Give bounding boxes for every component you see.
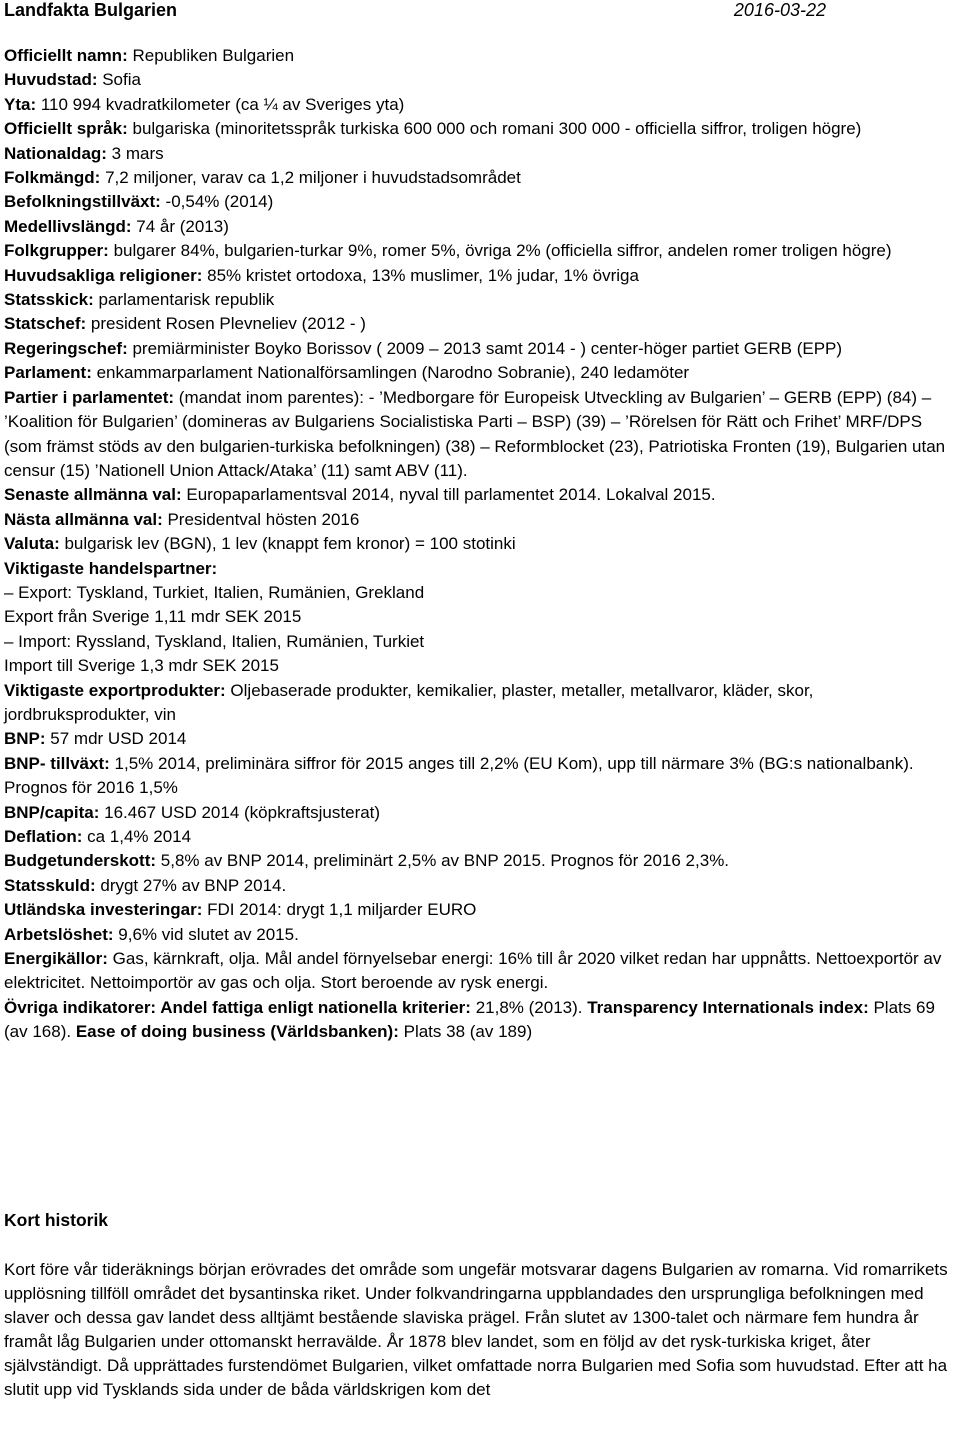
fact-unemployment [4, 923, 959, 947]
fact-value: ca 1,4% 2014 [82, 827, 192, 846]
fact-area [4, 93, 959, 117]
fact-label: Huvudstad: [4, 70, 98, 90]
fact-label: Deflation: [4, 827, 83, 846]
fact-head-of-state [4, 312, 959, 336]
fact-value: bulgariska (minoritetsspråk turkiska 600 000 och romani 300 000 - officiella siffror, troligen högre) [127, 119, 862, 139]
fact-label: Medellivslängd: [4, 216, 132, 236]
fact-export-products [4, 679, 959, 728]
fact-trade-partners [4, 557, 959, 581]
fact-value: 5,8% av BNP 2014, preliminärt 2,5% av BNP 2015. Prognos för 2016 2,3%. [156, 851, 730, 871]
fact-label: Övriga indikatorer: Andel fattiga enligt nationella kriterier: [4, 997, 471, 1017]
fact-value: president Rosen Plevneliev (2012 - ) [86, 314, 366, 334]
fact-label: Officiellt namn: [4, 46, 128, 65]
fact-label: BNP/capita: [4, 802, 100, 822]
fact-value: Gas, kärnkraft, olja. Mål andel förnyelsebar energi: 16% till år 2020 vilket redan har uppnåtts. Nettoexportör av elektricitet. Nettoimportör av gas och olja. Stort beroende av rysk energi. [4, 949, 942, 993]
page-header [4, 0, 956, 22]
fact-label: Budgetunderskott: [4, 851, 157, 871]
fact-label: Senaste allmänna val: [4, 485, 182, 505]
fact-head-of-government [4, 337, 959, 361]
fact-value: 16.467 USD 2014 (köpkraftsjusterat) [99, 802, 381, 822]
fact-value: FDI 2014: drygt 1,1 miljarder EURO [202, 900, 477, 920]
fact-religions [4, 264, 959, 288]
fact-value: 3 mars [106, 143, 164, 163]
fact-national-day [4, 142, 959, 166]
document-title: Landfakta Bulgarien [4, 0, 178, 20]
fact-gdp [4, 727, 959, 751]
fact-foreign-investment [4, 898, 959, 922]
fact-label: Huvudsakliga religioner: [4, 265, 203, 285]
fact-value: parlamentarisk republik [93, 290, 275, 310]
fact-label: Regeringschef: [4, 338, 128, 358]
fact-value: 9,6% vid slutet av 2015. [113, 924, 299, 944]
fact-label: Nästa allmänna val: [4, 509, 163, 529]
fact-value: 57 mdr USD 2014 [45, 729, 187, 749]
fact-export-partners: – Export: Tyskland, Turkiet, Italien, Rumänien, Grekland [4, 582, 425, 602]
fact-currency [4, 532, 959, 556]
fact-label: BNP- tillväxt: [4, 753, 110, 773]
fact-label: Arbetslöshet: [4, 924, 114, 944]
fact-value: Sofia [97, 70, 141, 90]
fact-life-expectancy [4, 215, 959, 239]
fact-label: Ease of doing business (Världsbanken): [75, 1022, 399, 1042]
fact-label: Folkmängd: [4, 168, 101, 188]
fact-value: drygt 27% av BNP 2014. [95, 875, 287, 895]
fact-label: Yta: [4, 94, 37, 114]
fact-deflation [4, 825, 959, 849]
fact-export-from-sweden: Export från Sverige 1,11 mdr SEK 2015 [4, 607, 302, 627]
fact-import-to-sweden: Import till Sverige 1,3 mdr SEK 2015 [4, 656, 279, 676]
fact-label: Officiellt språk: [4, 119, 128, 139]
fact-value: 85% kristet ortodoxa, 13% muslimer, 1% judar, 1% övriga [202, 265, 639, 285]
fact-latest-election [4, 483, 959, 507]
fact-label: Parlament: [4, 363, 92, 383]
fact-label: Statsskuld: [4, 875, 96, 895]
fact-gdp-growth [4, 752, 959, 801]
fact-label: Statschef: [4, 314, 87, 334]
fact-parties [4, 386, 959, 484]
fact-value: bulgarer 84%, bulgarien-turkar 9%, romer 5%, övriga 2% (officiella siffror, andelen romer troligen högre) [108, 241, 892, 261]
fact-value: 74 år (2013) [131, 216, 229, 236]
fact-label: Transparency Internationals index: [587, 997, 869, 1017]
fact-energy [4, 947, 959, 996]
fact-population-growth [4, 190, 959, 214]
fact-budget-deficit [4, 849, 959, 873]
fact-other-indicators [4, 996, 959, 1045]
fact-value: 21,8% (2013). [470, 997, 588, 1017]
fact-label: BNP: [4, 729, 46, 749]
fact-value: Plats 38 (av 189) [398, 1022, 533, 1042]
fact-value: premiärminister Boyko Borissov ( 2009 – 2013 samt 2014 - ) center-höger partiet GERB (EPP) [127, 338, 843, 358]
fact-capital [4, 68, 959, 92]
fact-value: bulgarisk lev (BGN), 1 lev (knappt fem kronor) = 100 stotinki [59, 534, 516, 554]
fact-value: Europaparlamentsval 2014, nyval till parlamentet 2014. Lokalval 2015. [181, 485, 716, 505]
fact-value: 1,5% 2014, preliminära siffror för 2015 anges till 2,2% (EU Kom), upp till närmare 3% (BG:s nationalbank). Prognos för 2016 1,5% [4, 753, 914, 798]
fact-value: (mandat inom parentes): - ’Medborgare för Europeisk Utveckling av Bulgarien’ – GERB (EPP) (84) – ’Koalition för Bulgarien’ (domineras av Bulgariens Socialistiska Parti – BSP) (39) – ’Rörelsen för Rätt och Frihet’ MRF/DPS (som främst stöds av den bulgarien-turkiska befolkningen) (38) – Reformblocket (23), Patriotiska Fronten (19), Bulgarien utan censur (15) ’Nationell Union Attack/Ataka’ (11) samt ABV (11). [4, 387, 946, 480]
fact-parliament [4, 361, 959, 385]
fact-value: enkammarparlament Nationalförsamlingen (Narodno Sobranie), 240 ledamöter [91, 363, 690, 383]
fact-label: Folkgrupper: [4, 241, 109, 261]
fact-government [4, 288, 959, 312]
history-text: Kort före vår tideräknings början erövrades det område som ungefär motsvarar dagens Bulgarien av romarna. Vid romarrikets upplösning tillföll området det bysantinska riket. Under folkvandringarna uppblandades den ursprungliga befolkningen med slaver och dessa gav landet dess alltjämt bestående slaviska prägel. Från slutet av 1300-talet och närmare fem hundra år framåt låg Bulgarien under ottomanskt herravälde. År 1878 blev landet, som en följd av det rysk-turkiska kriget, åter självständigt. Då upprättades furstendömet Bulgarien, vilket omfattade norra Bulgarien med Sofia som huvudstad. Efter att ha slutit upp vid Tysklands sida under de båda världskrigen kom det [4, 1260, 948, 1399]
fact-value: Plats 69 (av 168). [4, 997, 935, 1042]
fact-value: Oljebaserade produkter, kemikalier, plaster, metaller, metallvaror, kläder, skor, jordbruksprodukter, vin [4, 680, 814, 724]
fact-label: Energikällor: [4, 949, 108, 969]
fact-gdp-per-capita [4, 801, 959, 825]
fact-value: 7,2 miljoner, varav ca 1,2 miljoner i huvudstadsområdet [100, 168, 521, 188]
history-heading: Kort historik [4, 1210, 109, 1230]
fact-value: Republiken Bulgarien [127, 46, 295, 65]
fact-value: Presidentval hösten 2016 [162, 509, 360, 529]
fact-label: Viktigaste handelspartner: [4, 558, 218, 578]
fact-label: Nationaldag: [4, 143, 107, 163]
fact-label: Partier i parlamentet: [4, 387, 175, 407]
fact-value: -0,54% (2014) [160, 192, 274, 212]
fact-import-partners: – Import: Ryssland, Tyskland, Italien, Rumänien, Turkiet [4, 631, 425, 651]
fact-value: 110 994 kvadratkilometer (ca ¼ av Sveriges yta) [36, 94, 405, 114]
fact-label: Statsskick: [4, 290, 94, 310]
document-date: 2016-03-22 [733, 0, 826, 20]
fact-population [4, 166, 959, 190]
fact-label: Befolkningstillväxt: [4, 192, 161, 212]
fact-official-name [4, 44, 959, 68]
fact-language [4, 117, 959, 141]
fact-label: Viktigaste exportprodukter: [4, 680, 226, 700]
fact-label: Utländska investeringar: [4, 900, 203, 920]
facts-section [4, 44, 959, 1045]
fact-next-election [4, 508, 959, 532]
fact-ethnic-groups [4, 239, 959, 263]
fact-public-debt [4, 874, 959, 898]
fact-label: Valuta: [4, 534, 60, 554]
